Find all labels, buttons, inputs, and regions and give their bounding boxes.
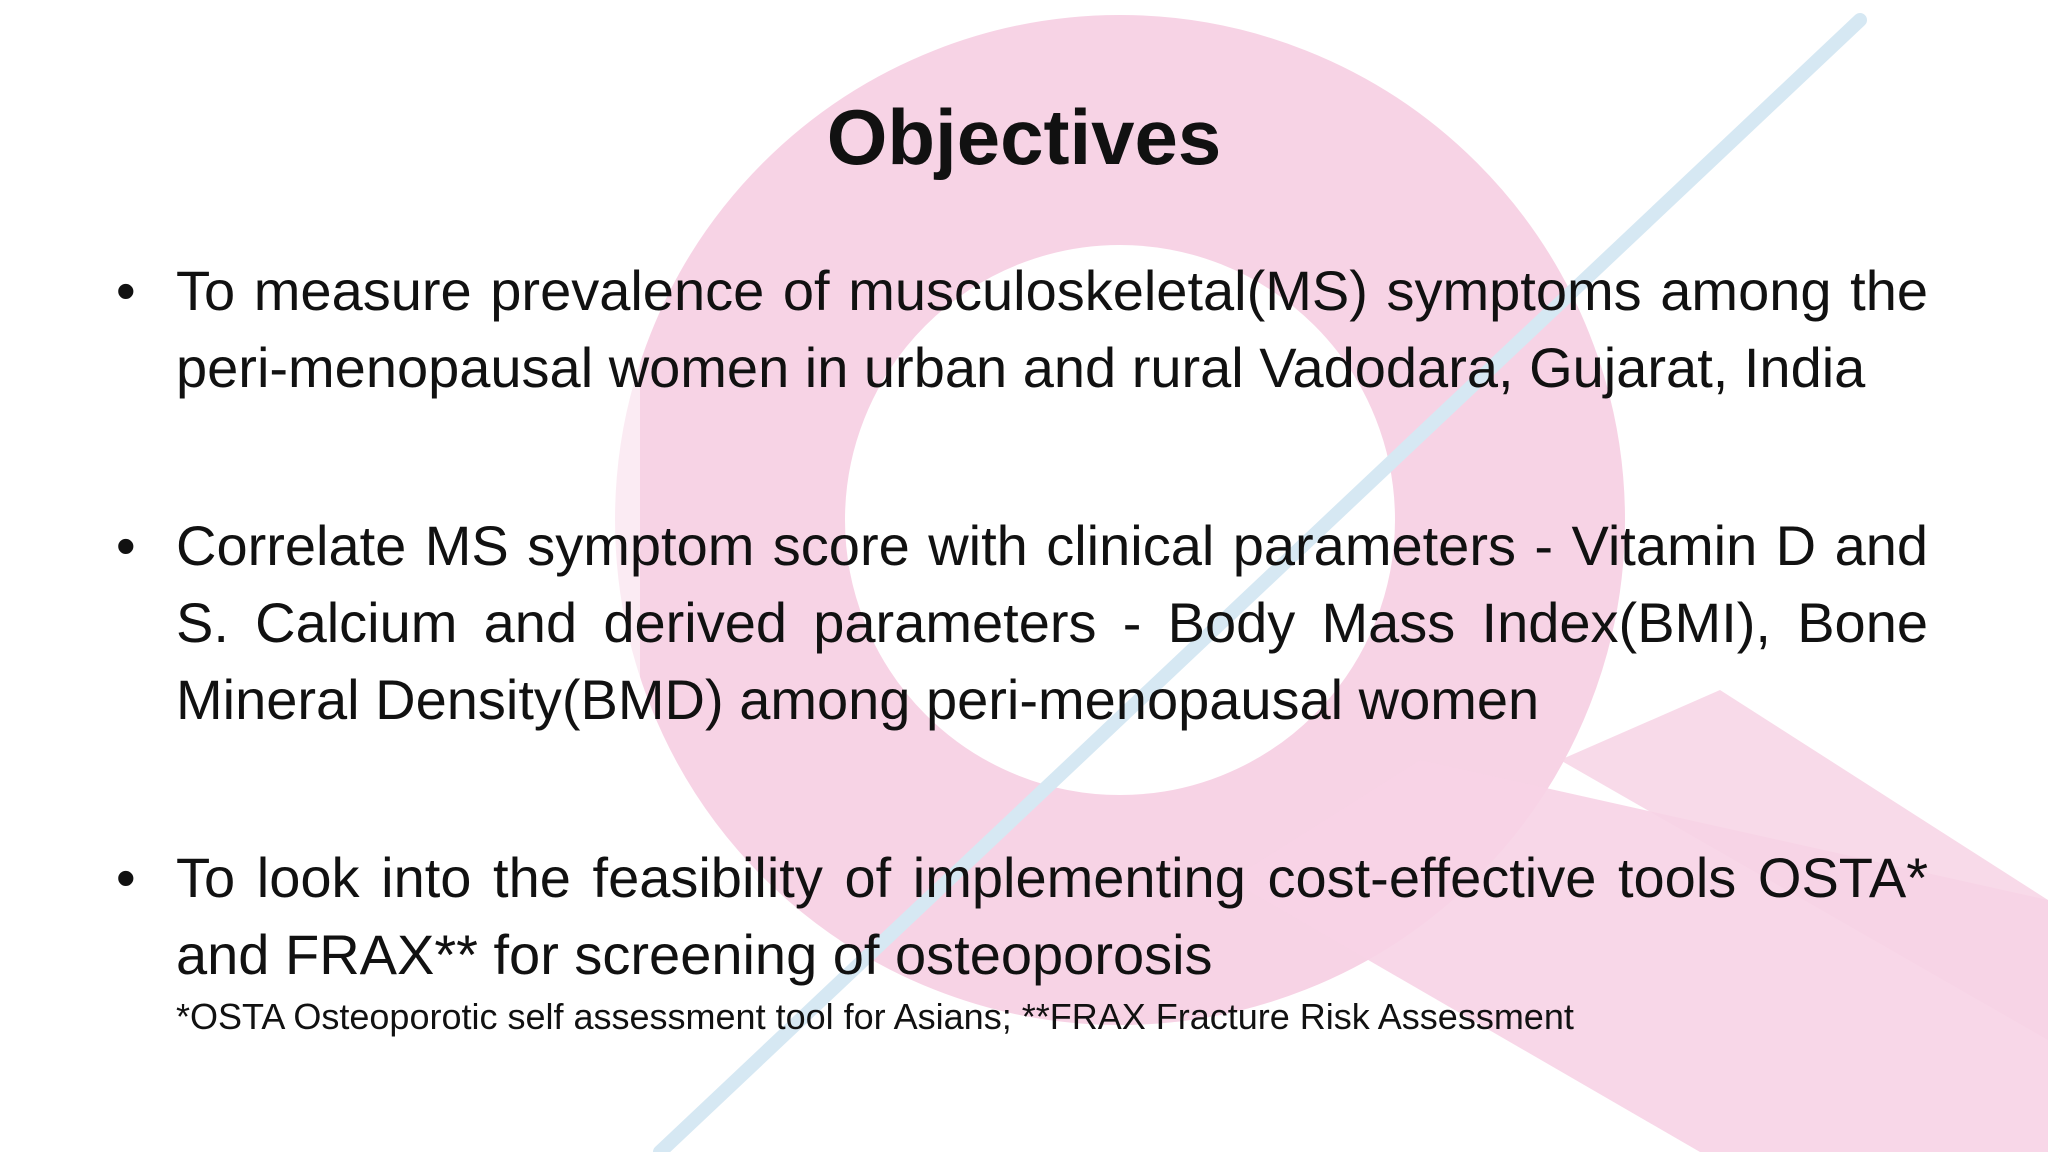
footnote: *OSTA Osteoporotic self assessment tool for Asians; **FRAX Fracture Risk Assessment xyxy=(176,996,1574,1037)
bullet-list xyxy=(116,252,1928,1039)
bullet-text: To measure prevalence of musculoskeletal(MS) symptoms among the peri-menopausal women in urban and rural Vadodara, Gujarat, India xyxy=(176,259,1928,399)
bullet-marker: • xyxy=(116,514,136,577)
bullet-item xyxy=(116,507,1928,738)
bullet-marker: • xyxy=(116,846,136,909)
slide-title: Objectives xyxy=(826,93,1222,181)
bullet-text: Correlate MS symptom score with clinical parameters - Vitamin D and S. Calcium and derived parameters - Body Mass Index(BMI), Bone Mineral Density(BMD) among peri-menopausal women xyxy=(176,514,1928,731)
bullet-item xyxy=(116,252,1928,406)
bullet-marker: • xyxy=(116,259,136,322)
bullet-text: To look into the feasibility of implementing cost-effective tools OSTA* and FRAX** for screening of osteoporosis xyxy=(176,846,1928,986)
bullet-item xyxy=(116,839,1928,1039)
